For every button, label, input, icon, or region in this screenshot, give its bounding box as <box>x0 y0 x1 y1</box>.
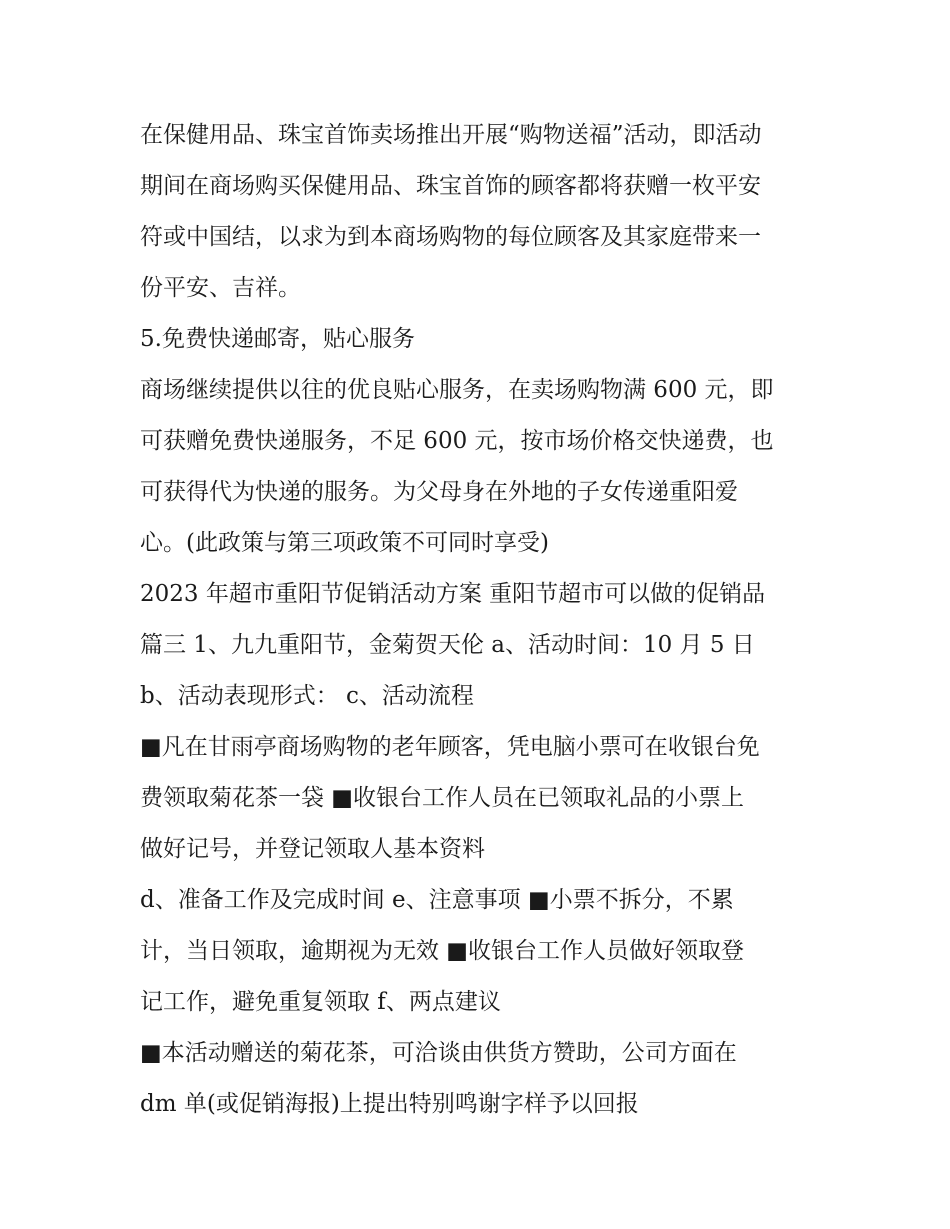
flow-paragraph <box>140 722 820 875</box>
text-line: 2023 年超市重阳节促销活动方案 重阳节超市可以做的促销品 <box>140 581 766 607</box>
text-line: 记工作，避免重复领取 f、两点建议 <box>140 989 501 1015</box>
text-line: ■凡在甘雨亭商场购物的老年顾客，凭电脑小票可在收银台免 <box>140 734 760 760</box>
section-5-heading <box>140 314 820 365</box>
text-line: 在保健用品、珠宝首饰卖场推出开展“购物送福”活动，即活动 <box>140 122 762 148</box>
text-line: 可获赠免费快递服务，不足 600 元，按市场价格交快递费，也 <box>140 428 774 454</box>
notes-paragraph <box>140 875 820 1028</box>
activity-form-paragraph <box>140 671 820 722</box>
plan-three-paragraph <box>140 569 820 671</box>
delivery-paragraph <box>140 365 820 569</box>
text-line: 商场继续提供以往的优良贴心服务，在卖场购物满 600 元，即 <box>140 377 774 403</box>
text-line: d、准备工作及完成时间 e、注意事项 ■小票不拆分，不累 <box>140 887 734 913</box>
text-line: 份平安、吉祥。 <box>140 275 301 301</box>
text-line: 费领取菊花茶一袋 ■收银台工作人员在已领取礼品的小票上 <box>140 785 745 811</box>
text-line: 5.免费快递邮寄，贴心服务 <box>140 326 415 352</box>
text-line: 篇三 1、九九重阳节，金菊贺天伦 a、活动时间：10 月 5 日 <box>140 632 755 658</box>
text-line: 心。(此政策与第三项政策不可同时享受) <box>140 530 549 556</box>
text-line: ■本活动赠送的菊花茶，可洽谈由供货方赞助，公司方面在 <box>140 1040 737 1066</box>
text-line: 计，当日领取，逾期视为无效 ■收银台工作人员做好领取登 <box>140 938 745 964</box>
gift-paragraph <box>140 110 820 314</box>
text-line: b、活动表现形式： c、活动流程 <box>140 683 474 709</box>
text-line: 期间在商场购买保健用品、珠宝首饰的顾客都将获赠一枚平安 <box>140 173 761 199</box>
text-line: dm 单(或促销海报)上提出特别鸣谢字样予以回报 <box>140 1091 639 1117</box>
suggestion-paragraph <box>140 1028 820 1130</box>
document-body <box>140 110 820 1130</box>
text-line: 符或中国结，以求为到本商场购物的每位顾客及其家庭带来一 <box>140 224 761 250</box>
text-line: 做好记号，并登记领取人基本资料 <box>140 836 485 862</box>
text-line: 可获得代为快递的服务。为父母身在外地的子女传递重阳爱 <box>140 479 738 505</box>
